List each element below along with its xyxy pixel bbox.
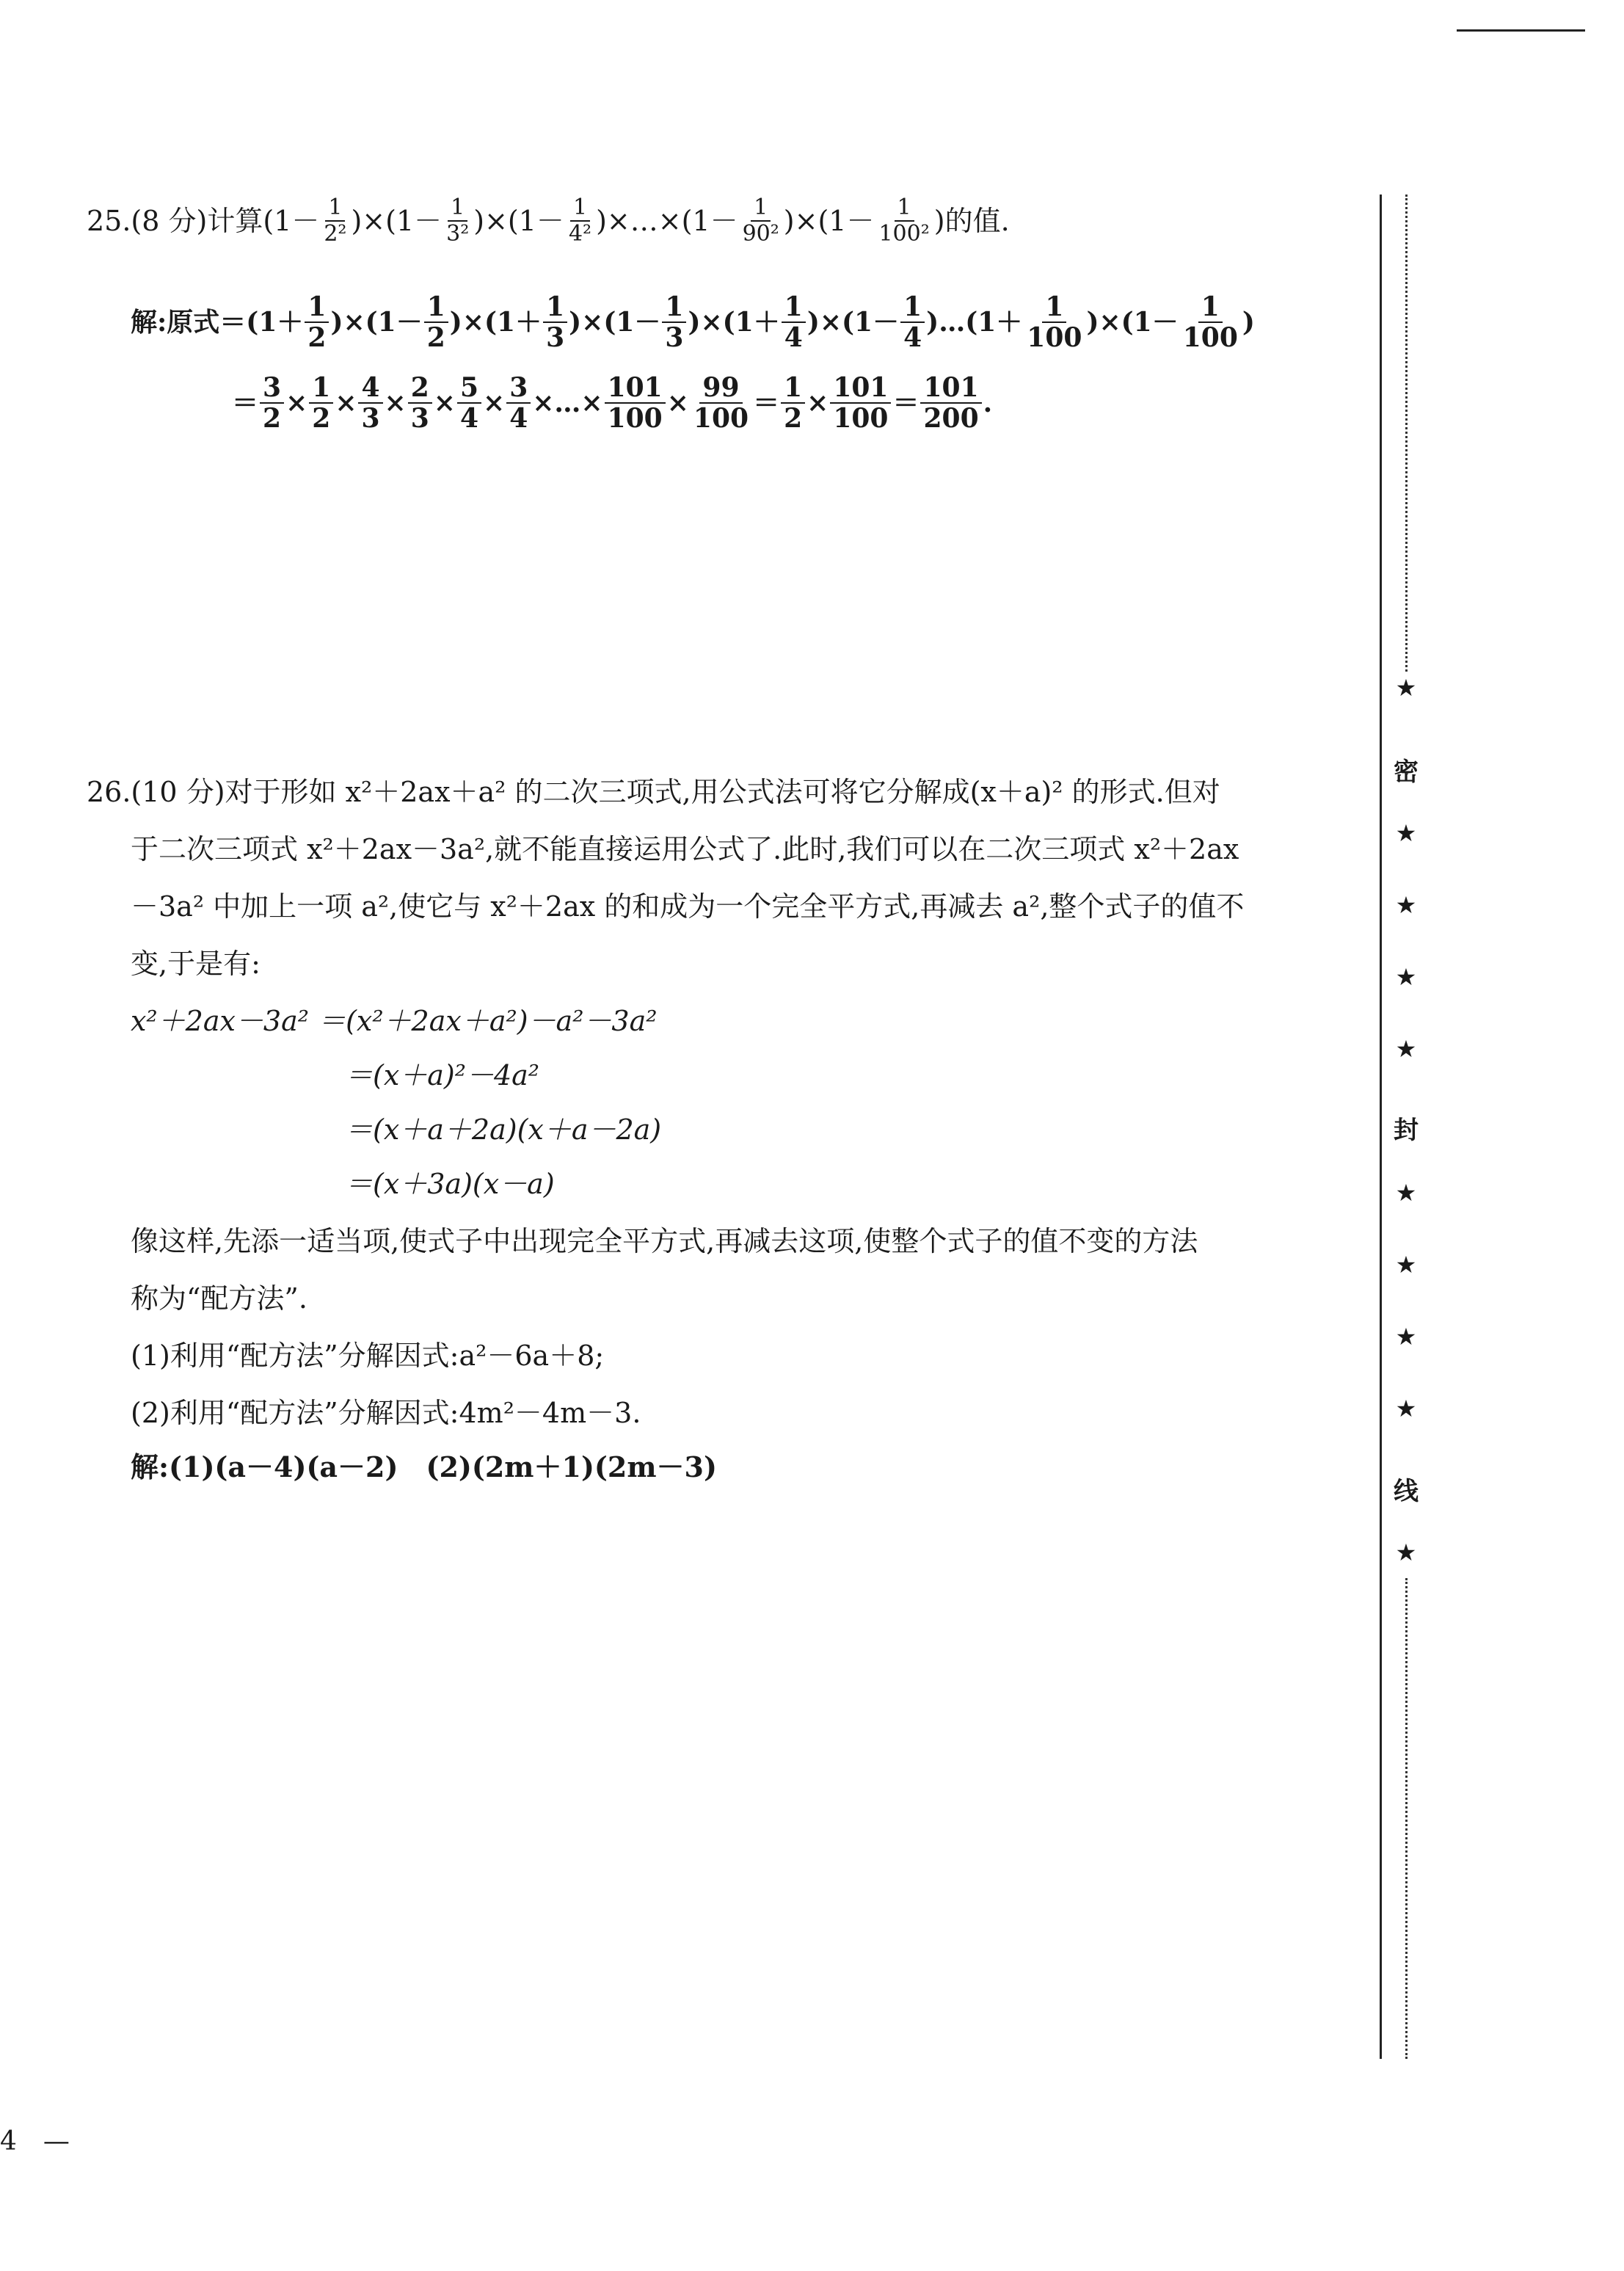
top-rule [1457, 29, 1585, 32]
question-25 [87, 197, 1010, 245]
solution-25-operator: × [806, 388, 829, 418]
q25-fraction-4: $\frac{1}{\text{90²}}$ [742, 195, 779, 247]
solution-25-fraction: $\frac{1}{4}$ [900, 294, 925, 351]
q26-line-3: －3a² 中加上一项 a²,使它与 x²＋2ax 的和成为一个完全平方式,再减去 a²,整个式子的值不 [131, 890, 1245, 923]
seal-star-icon: ★ [1395, 891, 1417, 919]
solution-25-fraction: $\frac{101}{100}$ [830, 374, 891, 432]
q26-sub-question-2: (2)利用“配方法”分解因式:4m²－4m－3. [131, 1397, 641, 1429]
solution-25-fraction: $\frac{1}{2}$ [781, 374, 805, 432]
seal-dotted-line-bottom [1405, 1578, 1408, 2059]
solution-25-fraction: $\frac{2}{3}$ [408, 374, 432, 432]
solution-25-fraction: $\frac{1}{100}$ [1027, 291, 1082, 353]
solution-25-fraction: $\frac{5}{4}$ [457, 374, 481, 432]
solution-25-text: )×(1－ [330, 307, 423, 338]
solution-25-operator: × [483, 388, 506, 418]
seal-star-icon: ★ [1395, 1179, 1417, 1207]
solution-25-fraction: $\frac{1}{100}$ [1182, 291, 1238, 353]
solution-25-operator: × [666, 388, 689, 418]
solution-25-text: ) [1242, 307, 1255, 338]
q26-line-5: 像这样,先添一适当项,使式子中出现完全平方式,再减去这项,使整个式子的值不变的方法 [131, 1225, 1198, 1257]
solution-25-line-2 [232, 374, 992, 432]
q25-fraction-1: $\frac{1}{\text{2²}}$ [324, 195, 347, 247]
solution-25-fraction: $\frac{99}{100}$ [693, 372, 749, 434]
page-number: 4 — [0, 2126, 70, 2156]
solution-25-operator: × [384, 388, 407, 418]
q26-answer: 解:(1)(a－4)(a－2) (2)(2m＋1)(2m－3) [131, 1450, 717, 1483]
solution-25-operator: ×…× [532, 388, 603, 418]
solution-25-fraction: $\frac{1}{2}$ [424, 294, 448, 351]
solution-25-operator: × [335, 388, 357, 418]
solution-25-fraction: $\frac{4}{3}$ [358, 374, 382, 432]
solution-25-text: (1＋ [246, 307, 304, 338]
solution-25-fraction: $\frac{1}{4}$ [782, 294, 806, 351]
seal-star-icon: ★ [1395, 1035, 1417, 1063]
solution-25-operator: . [983, 388, 993, 418]
seal-star-icon: ★ [1395, 674, 1417, 702]
solution-25-operator: × [285, 388, 308, 418]
seal-star-icon: ★ [1395, 1395, 1417, 1422]
q26-line-1: 26.(10 分)对于形如 x²＋2ax＋a² 的二次三项式,用公式法可将它分解成(x＋a)² 的形式.但对 [87, 776, 1220, 808]
solution-25-fraction: $\frac{3}{4}$ [506, 374, 531, 432]
solution-25-fraction: $\frac{1}{3}$ [543, 294, 567, 351]
solution-25-line2-lead: ＝ [232, 388, 259, 418]
q26-line-6: 称为“配方法”. [131, 1282, 307, 1315]
solution-25-operator: ＝ [753, 388, 780, 418]
solution-25-fraction: $\frac{1}{2}$ [305, 294, 329, 351]
seal-dotted-line-top [1405, 195, 1408, 672]
solution-25-operator: ＝ [892, 388, 920, 418]
solution-25-text: )×(1－ [806, 307, 900, 338]
solution-25-operator: × [433, 388, 456, 418]
q26-line-2: 于二次三项式 x²＋2ax－3a²,就不能直接运用公式了.此时,我们可以在二次三项式 x²＋2ax [131, 833, 1239, 865]
q25-op-3: )×…×(1－ [596, 205, 738, 237]
solution-25-fraction: $\frac{1}{3}$ [662, 294, 686, 351]
seal-solid-line [1380, 195, 1382, 2059]
q25-op-1: )×(1－ [351, 205, 443, 237]
q25-prefix: 25.(8 分)计算(1－ [87, 205, 320, 237]
solution-25-fraction: $\frac{3}{2}$ [260, 374, 284, 432]
q26-equation-4: ＝(x＋3a)(x－a) [345, 1168, 555, 1200]
q26-sub-question-1: (1)利用“配方法”分解因式:a²－6a＋8; [131, 1340, 605, 1372]
solution-25-text: )…(1＋ [926, 307, 1023, 338]
seal-char-xian: 线 [1394, 1477, 1419, 1506]
q26-equation-2: ＝(x＋a)²－4a² [345, 1059, 540, 1091]
q25-fraction-5: $\frac{1}{\text{100²}}$ [878, 195, 930, 247]
q25-suffix: )的值. [933, 205, 1010, 237]
q25-fraction-3: $\frac{1}{\text{4²}}$ [568, 195, 592, 247]
seal-char-feng: 封 [1394, 1116, 1419, 1145]
solution-25-text: )×(1－ [1086, 307, 1179, 338]
solution-25-fraction: $\frac{101}{200}$ [920, 374, 981, 432]
seal-star-icon: ★ [1395, 819, 1417, 847]
q25-op-4: )×(1－ [783, 205, 875, 237]
q26-line-4: 变,于是有: [131, 948, 261, 980]
solution-25-text: )×(1－ [569, 307, 661, 338]
seal-star-icon: ★ [1395, 1323, 1417, 1351]
seal-char-mi: 密 [1394, 757, 1419, 787]
seal-star-icon: ★ [1395, 963, 1417, 991]
seal-star-icon: ★ [1395, 1251, 1417, 1279]
seal-star-icon: ★ [1395, 1538, 1417, 1566]
solution-25-text: )×(1＋ [688, 307, 780, 338]
q26-equation-3: ＝(x＋a＋2a)(x＋a－2a) [345, 1113, 662, 1146]
solution-25-fraction: $\frac{1}{2}$ [309, 374, 333, 432]
q26-equation-1: x²＋2ax－3a² ＝(x²＋2ax＋a²)－a²－3a² [131, 1005, 658, 1037]
solution-25-fraction: $\frac{101}{100}$ [605, 374, 666, 432]
q25-op-2: )×(1－ [473, 205, 564, 237]
solution-25-label: 解:原式＝ [131, 307, 247, 338]
solution-25-text: )×(1＋ [449, 307, 542, 338]
solution-25-line-1 [131, 291, 1255, 353]
q25-fraction-2: $\frac{1}{\text{3²}}$ [446, 195, 470, 247]
